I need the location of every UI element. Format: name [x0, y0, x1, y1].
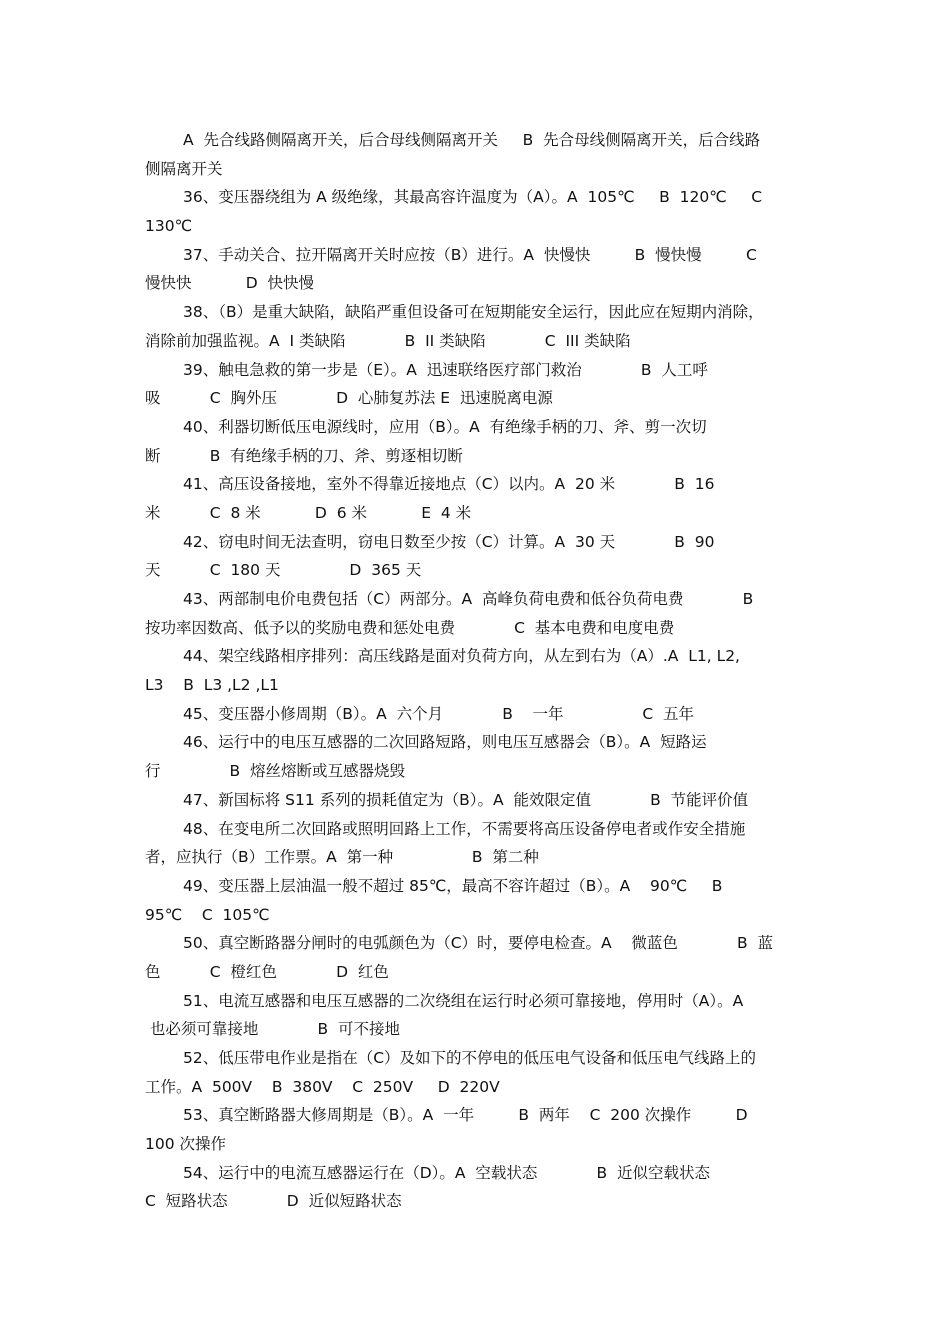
text-line: 消除前加强监视。A I 类缺陷 B II 类缺陷 C III 类缺陷 [145, 331, 631, 350]
text-line: 39、触电急救的第一步是（E）。A 迅速联络医疗部门救治 B 人工呼 [183, 360, 708, 379]
text-line: 38、（B）是重大缺陷，缺陷严重但设备可在短期能安全运行，因此应在短期内消除， [183, 303, 764, 322]
text-line: 36、变压器绕组为 A 级绝缘，其最高容许温度为（A）。A 105℃ B 120℃ C [183, 188, 763, 207]
text-line: 52、低压带电作业是指在（C）及如下的不停电的低压电气设备和低压电气线路上的 [183, 1049, 757, 1067]
text-line: 100 次操作 [145, 1135, 227, 1154]
text-line: L3 B L3 ,L2 ,L1 [145, 676, 279, 695]
text-line: 天 C 180 天 D 365 天 [145, 561, 422, 580]
text-line: 41、高压设备接地，室外不得靠近接地点（C）以内。A 20 米 B 16 [183, 475, 715, 494]
text-line: 断 B 有绝缘手柄的刀、斧、剪逐相切断 [145, 446, 463, 465]
text-line: 50、真空断路器分闸时的电弧颜色为（C）时，要停电检查。A 微蓝色 B 蓝 [183, 934, 773, 953]
document-body [145, 126, 813, 1216]
text-line: 95℃ C 105℃ [145, 905, 270, 924]
text-line: 40、利器切断低压电源线时，应用（B）。A 有绝缘手柄的刀、斧、剪一次切 [183, 417, 707, 436]
text-line: 吸 C 胸外压 D 心肺复苏法 E 迅速脱离电源 [145, 389, 553, 408]
text-line: 工作。A 500V B 380V C 250V D 220V [145, 1077, 500, 1096]
text-line: 47、新国标将 S11 系列的损耗值定为（B）。A 能效限定值 B 节能评价值 [183, 790, 749, 809]
text-line: 色 C 橙红色 D 红色 [145, 962, 389, 981]
text-line: 130℃ [145, 217, 192, 236]
text-line: 43、两部制电价电费包括（C）两部分。A 高峰负荷电费和低谷负荷电费 B [183, 590, 754, 608]
text-line: 48、在变电所二次回路或照明回路上工作，不需要将高压设备停电者或作安全措施 [183, 819, 746, 838]
text-line: 行 B 熔丝熔断或互感器烧毁 [145, 762, 405, 781]
text-line: 53、真空断路器大修周期是（B）。A 一年 B 两年 C 200 次操作 D [183, 1106, 748, 1125]
text-line: 49、变压器上层油温一般不超过 85℃，最高不容许超过（B）。A 90℃ B [183, 876, 723, 895]
text-line: 米 C 8 米 D 6 米 E 4 米 [145, 503, 472, 522]
text-line: 44、架空线路相序排列：高压线路是面对负荷方向，从左到右为（A）.A L1, L2, [183, 647, 740, 666]
text-line: 也必须可靠接地 B 可不接地 [145, 1020, 401, 1039]
text-line: 侧隔离开关 [145, 159, 223, 178]
text-line: 42、窃电时间无法查明，窃电日数至少按（C）计算。A 30 天 B 90 [183, 532, 715, 551]
text-line: 51、电流互感器和电压互感器的二次绕组在运行时必须可靠接地，停用时（A）。A [183, 991, 744, 1010]
text-line: 者，应执行（B）工作票。A 第一种 B 第二种 [145, 848, 539, 867]
text-line: 46、运行中的电压互感器的二次回路短路，则电压互感器会（B）。A 短路运 [183, 733, 707, 752]
text-line: 慢快快 D 快快慢 [145, 274, 314, 293]
text-line: 45、变压器小修周期（B）。A 六个月 B 一年 C 五年 [183, 704, 695, 723]
text-line: 54、运行中的电流互感器运行在（D）。A 空载状态 B 近似空载状态 [183, 1163, 710, 1182]
text-line: A 先合线路侧隔离开关，后合母线侧隔离开关 B 先合母线侧隔离开关，后合线路 [183, 131, 761, 149]
text-line: C 短路状态 D 近似短路状态 [145, 1192, 402, 1211]
text-line: 37、手动关合、拉开隔离开关时应按（B）进行。A 快慢快 B 慢快慢 C [183, 245, 757, 264]
text-line: 按功率因数高、低予以的奖励电费和惩处电费 C 基本电费和电度电费 [145, 618, 675, 637]
